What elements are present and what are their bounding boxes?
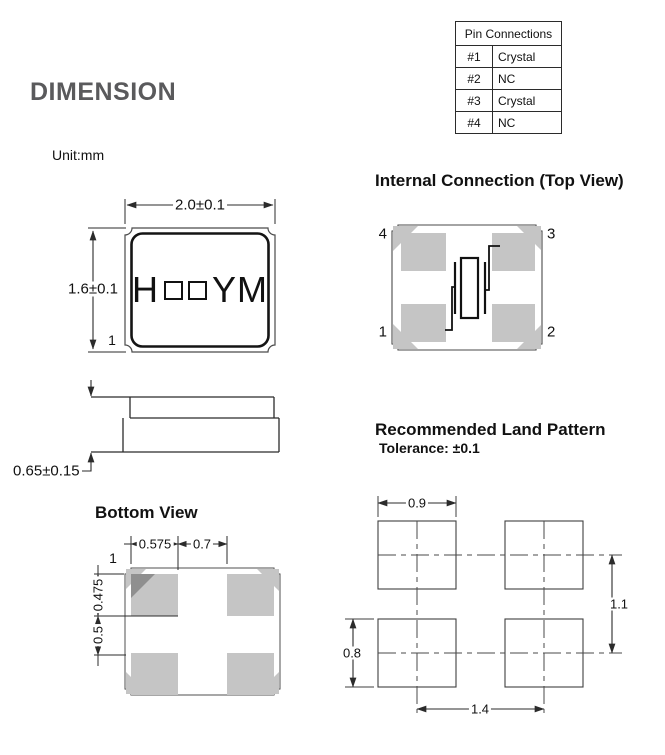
dim-label-bottom-pad-gap: 0.7 bbox=[192, 536, 212, 552]
package-marking bbox=[132, 269, 268, 311]
table-row bbox=[456, 46, 562, 68]
unit-note: Unit:mm bbox=[52, 147, 105, 163]
pad-label-1: 1 bbox=[378, 323, 387, 341]
marking-box bbox=[188, 281, 207, 300]
pad-label-2: 2 bbox=[547, 323, 556, 341]
dim-label-land-vertical-pitch: 1.1 bbox=[609, 596, 629, 612]
dim-label-package-thickness: 0.65±0.15 bbox=[13, 462, 80, 480]
dim-label-bottom-pad-width: 0.575 bbox=[138, 536, 172, 552]
bottom-view-drawing bbox=[90, 536, 280, 695]
table-row bbox=[456, 112, 562, 134]
internal-connection-title: Internal Connection (Top View) bbox=[375, 171, 624, 190]
marking-prefix: H bbox=[132, 269, 159, 310]
marking-box bbox=[164, 281, 183, 300]
land-pattern-pads bbox=[378, 521, 583, 687]
dim-label-land-pad-width: 0.9 bbox=[407, 495, 427, 511]
pin-table-header: Pin Connections bbox=[456, 22, 562, 46]
pad-label-3: 3 bbox=[547, 225, 556, 243]
dim-label-bottom-pad-vgap: 0.5 bbox=[90, 625, 106, 645]
table-row bbox=[456, 90, 562, 112]
pin-function: Crystal bbox=[493, 46, 562, 68]
pin-number: #1 bbox=[456, 46, 493, 68]
land-pattern-tolerance: Tolerance: ±0.1 bbox=[379, 440, 480, 456]
pin-function: NC bbox=[493, 68, 562, 90]
land-pattern-drawing bbox=[345, 496, 622, 713]
dim-label-bottom-pad-height: 0.475 bbox=[90, 578, 106, 612]
table-row bbox=[456, 68, 562, 90]
pad-label-4: 4 bbox=[378, 225, 387, 243]
land-pattern-title: Recommended Land Pattern bbox=[375, 420, 606, 439]
pin-number: #4 bbox=[456, 112, 493, 134]
dim-label-package-height: 1.6±0.1 bbox=[68, 280, 118, 298]
pin-connections-table bbox=[455, 21, 562, 134]
bottom-view-title: Bottom View bbox=[95, 503, 198, 522]
dim-label-land-horizontal-pitch: 1.4 bbox=[470, 701, 490, 717]
pin-function: Crystal bbox=[493, 90, 562, 112]
pin-number: #3 bbox=[456, 90, 493, 112]
marking-suffix: YM bbox=[212, 269, 268, 310]
top-view-pin1-label: 1 bbox=[108, 332, 116, 348]
pin-number: #2 bbox=[456, 68, 493, 90]
side-view-drawing bbox=[82, 380, 279, 471]
page-title: DIMENSION bbox=[30, 78, 177, 106]
dim-label-land-pad-height: 0.8 bbox=[342, 645, 362, 661]
pin-function: NC bbox=[493, 112, 562, 134]
dim-label-package-width: 2.0±0.1 bbox=[175, 196, 225, 214]
bottom-view-pin1-label: 1 bbox=[109, 550, 117, 566]
side-view-package bbox=[91, 397, 279, 452]
internal-connection-drawing bbox=[392, 225, 542, 350]
